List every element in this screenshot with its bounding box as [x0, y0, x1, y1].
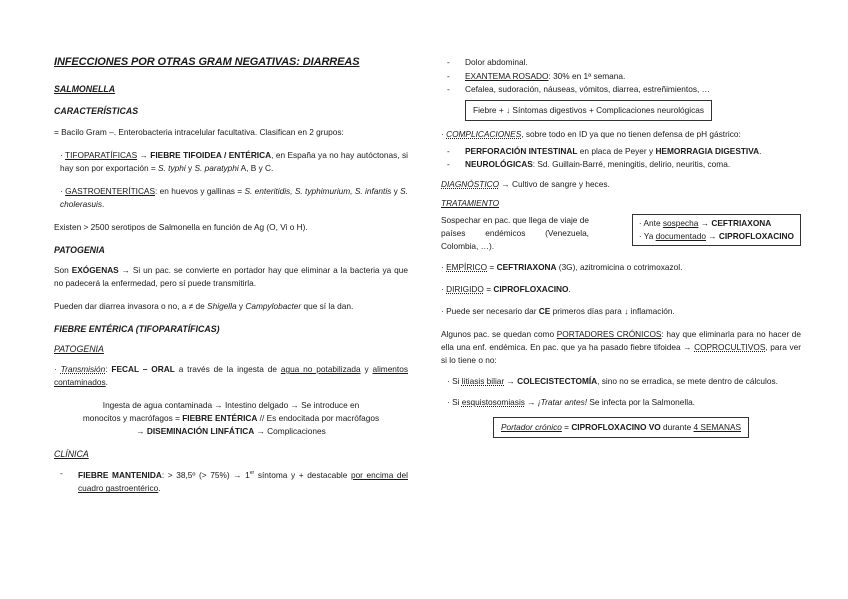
diagnostico-paragraph: DIAGNÓSTICO → Cultivo de sangre y heces.: [441, 178, 610, 189]
corticoides-paragraph: · Puede ser necesario dar CE primeros días para ↓ inflamación.: [441, 305, 675, 316]
left-column: [54, 56, 408, 504]
sintomas-list: [441, 56, 801, 97]
fiebre-summary-box: Fiebre + ↓ Síntomas digestivos + Complicaciones neurológicas: [465, 100, 712, 121]
clinica-list: [54, 467, 408, 496]
complicaciones-paragraph: · COMPLICACIONES, sobre todo en ID ya que no tienen defensa de pH gástrico:: [441, 128, 741, 139]
ingesta-flow: Ingesta de agua contaminada → Intestino delgado → Se introduce en monocitos y macrófagos = FIEBRE ENTÉRICA // Es endocitada por macrófagos → DISEMINACIÓN LINFÁTICA → Complicaciones: [82, 400, 380, 436]
heading-patogenia-2: PATOGENIA: [54, 344, 104, 354]
litiasis-paragraph: · Si litiasis biliar → COLECISTECTOMÍA, sino no se erradica, se mete dentro de cálculos.: [447, 375, 778, 386]
gastroenteriticas-paragraph: · GASTROENTERÍTICAS: en huevos y gallinas = S. enteritidis, S. typhimurium, S. infantis y S. cholerasuis.: [60, 186, 409, 209]
serotipos-text: Existen > 2500 serotipos de Salmonella en función de Ag (O, Vi o H).: [54, 222, 308, 232]
portadores-paragraph: Algunos pac. se quedan como PORTADORES CRÓNICOS: hay que eliminarla para no hacer de ella una enf. endémica. En pac. que ya ha pasado fiebre tifoidea → COPROCULTIVOS, para ver si lo tiene o no:: [441, 328, 801, 365]
heading-tratamiento: TRATAMIENTO: [441, 197, 500, 208]
page-title: INFECCIONES POR OTRAS GRAM NEGATIVAS: DIARREAS: [54, 56, 360, 68]
heading-patogenia: PATOGENIA: [54, 245, 105, 255]
heading-fiebre-enterica: FIEBRE ENTÉRICA (TIFOPARATÍFICAS): [54, 324, 220, 334]
list-item: - EXANTEMA ROSADO: 30% en 1ª semana.: [441, 70, 801, 84]
empirico-paragraph: · EMPÍRICO = CEFTRIAXONA (3G), azitromicina o cotrimoxazol.: [441, 261, 683, 272]
list-item: - FIEBRE MANTENIDA: > 38,5º (> 75%) → 1er síntoma y + destacable por encima del cuadro gastroentérico.: [54, 467, 408, 496]
list-item: - Cefalea, sudoración, náuseas, vómitos, diarrea, estreñimientos, …: [441, 83, 801, 97]
portador-cronico-box: Portador crónico = CIPROFLOXACINO VO durante 4 SEMANAS: [493, 417, 749, 438]
diarrea-paragraph: Pueden dar diarrea invasora o no, a ≠ de Shigella y Campylobacter que sí la dan.: [54, 301, 354, 311]
dirigido-paragraph: · DIRIGIDO = CIPROFLOXACINO.: [441, 283, 571, 294]
esquistosomiasis-paragraph: · Si esquistosomiasis → ¡Tratar antes! Se infecta por la Salmonella.: [447, 396, 695, 407]
bacilo-text: = Bacilo Gram –. Enterobacteria intracelular facultativa. Clasifican en 2 grupos:: [54, 127, 344, 137]
heading-clinica: CLÍNICA: [54, 449, 89, 459]
heading-salmonella: SALMONELLA: [54, 84, 116, 94]
list-item: - Dolor abdominal.: [441, 56, 801, 70]
exogenas-paragraph: Son EXÓGENAS → Si un pac. se convierte en portador hay que eliminar a la bacteria ya que no padecerá la enfermedad, pero sí puede transmitirla.: [54, 265, 408, 288]
treatment-box: · Ante sospecha → CEFTRIAXONA · Ya documentado → CIPROFLOXACINO: [632, 214, 801, 246]
transmision-paragraph: · Transmisión: FECAL – ORAL a través de la ingesta de agua no potabilizada y alimentos contaminados.: [54, 364, 408, 387]
list-item: - PERFORACIÓN INTESTINAL en placa de Peyer y HEMORRAGIA DIGESTIVA.: [441, 145, 801, 159]
list-item: - NEUROLÓGICAS: Sd. Guillain-Barré, meningitis, delirio, neuritis, coma.: [441, 158, 801, 172]
tifoparatificas-paragraph: · TIFOPARATÍFICAS → FIEBRE TIFOIDEA / ENTÉRICA, en España ya no hay autóctonas, si hay son por exportación = S. typhi y S. paratyphi A, B y C.: [60, 150, 409, 173]
heading-caracteristicas: CARACTERÍSTICAS: [54, 106, 139, 116]
right-column: [441, 56, 801, 438]
sospechar-text: Sospechar en pac. que llega de viaje de países endémicos (Venezuela, Colombia, …).: [441, 214, 589, 251]
complicaciones-list: [441, 145, 801, 172]
